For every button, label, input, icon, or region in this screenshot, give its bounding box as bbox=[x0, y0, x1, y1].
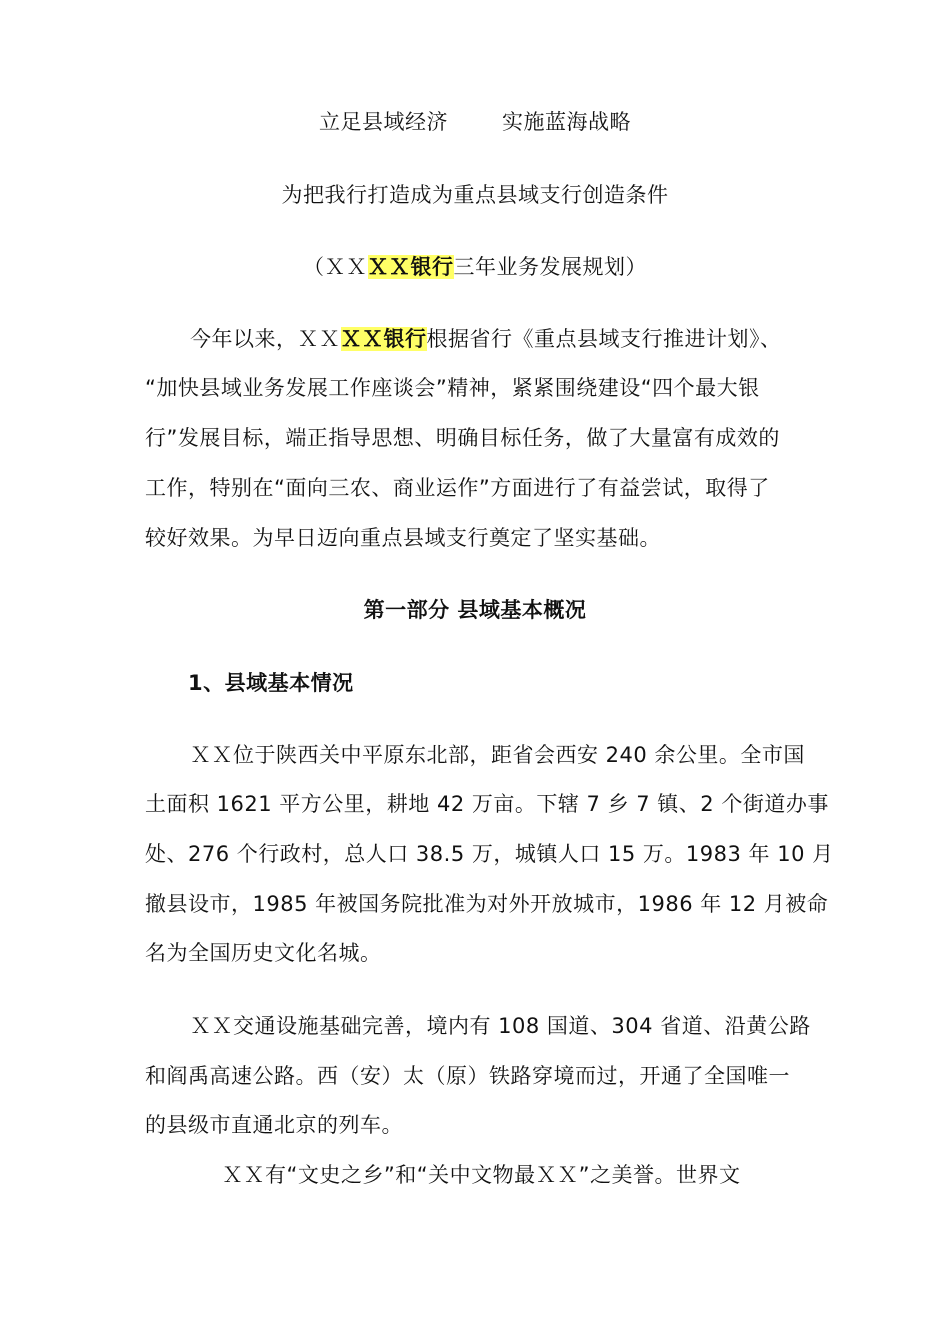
para1-line-3: 处、276 个行政村，总人口 38.5 万，城镇人口 15 万。1983 年 10 月 bbox=[145, 842, 834, 866]
intro-highlight: ＸＸ银行 bbox=[340, 327, 427, 351]
intro-line-3: 行”发展目标，端正指导思想、明确目标任务，做了大量富有成效的 bbox=[145, 426, 780, 450]
para1-line-5: 名为全国历史文化名城。 bbox=[145, 941, 382, 965]
title-left: 立足县域经济 bbox=[319, 110, 448, 134]
section1-heading: 1、县域基本情况 bbox=[188, 671, 354, 695]
intro-line-1 bbox=[190, 324, 782, 354]
document-subtitle: 为把我行打造成为重点县域支行创造条件 bbox=[281, 183, 669, 207]
para1-line-1: ＸＸ位于陕西关中平原东北部，距省会西安 240 余公里。全市国 bbox=[190, 743, 805, 767]
para2-line-3: 的县级市直通北京的列车。 bbox=[145, 1113, 403, 1137]
para1-line-4: 撤县设市，1985 年被国务院批准为对外开放城市，1986 年 12 月被命 bbox=[145, 892, 829, 916]
intro-line-2: “加快县域业务发展工作座谈会”精神，紧紧围绕建设“四个最大银 bbox=[145, 376, 760, 400]
plan-title-highlight: ＸＸ银行 bbox=[367, 255, 454, 279]
intro-line-5: 较好效果。为早日迈向重点县域支行奠定了坚实基础。 bbox=[145, 526, 661, 550]
para1-line-2: 土面积 1621 平方公里，耕地 42 万亩。下辖 7 乡 7 镇、2 个街道办事 bbox=[145, 792, 829, 816]
intro-line-1-prefix: 今年以来，ＸＸ bbox=[190, 327, 341, 351]
title-right: 实施蓝海战略 bbox=[502, 110, 631, 134]
intro-line-4: 工作，特别在“面向三农、商业运作”方面进行了有益尝试，取得了 bbox=[145, 476, 770, 500]
para2-line-2: 和阎禹高速公路。西（安）太（原）铁路穿境而过，开通了全国唯一 bbox=[145, 1064, 790, 1088]
plan-title-suffix: 三年业务发展规划） bbox=[453, 255, 647, 279]
plan-title bbox=[0, 252, 950, 282]
part1-heading: 第一部分 县域基本概况 bbox=[363, 598, 587, 622]
plan-title-prefix: （ＸＸ bbox=[303, 255, 368, 279]
intro-line-1-suffix: 根据省行《重点县域支行推进计划》、 bbox=[426, 327, 782, 351]
para2-line-1: ＸＸ交通设施基础完善，境内有 108 国道、304 省道、沿黄公路 bbox=[190, 1014, 811, 1038]
document-title bbox=[0, 107, 950, 137]
para3-line-1: ＸＸ有“文史之乡”和“关中文物最ＸＸ”之美誉。世界文 bbox=[222, 1163, 741, 1187]
